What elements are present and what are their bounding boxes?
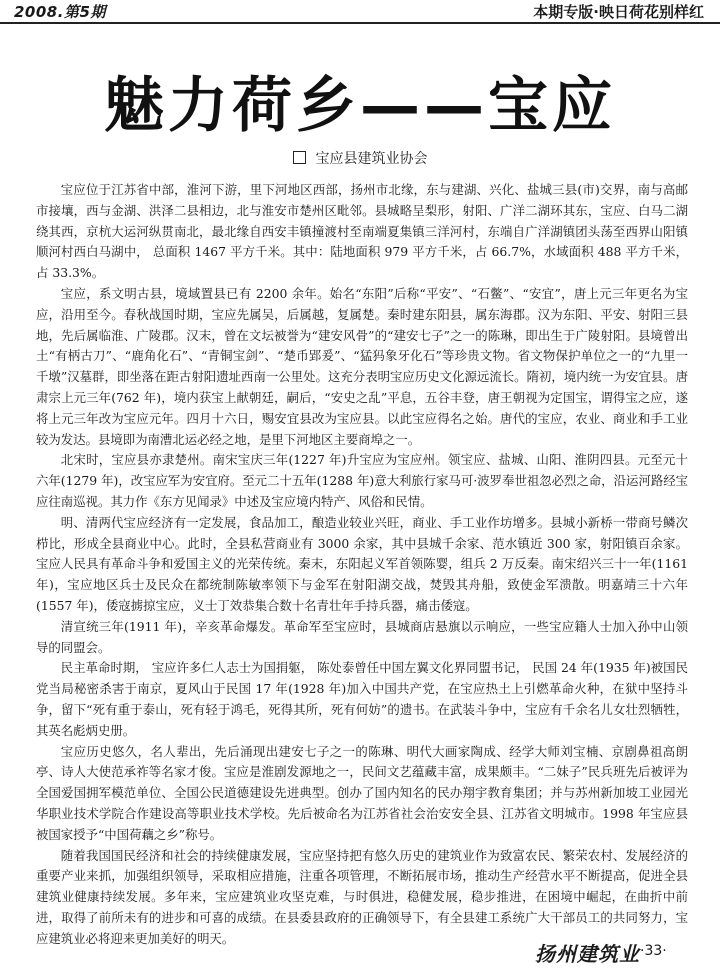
page-number: ·33· <box>640 943 667 959</box>
author-name: 宝应县建筑业协会 <box>315 151 428 167</box>
section-title: 本期专版·映日荷花别样红 <box>533 3 704 21</box>
article-body <box>36 180 688 949</box>
paragraph-6: 民主革命时期， 宝应许多仁人志士为国捐躯， 陈处泰曾任中国左翼文化界同盟书记， 民国 24 年(1935 年)被国民党当局秘密杀害于南京，夏风山于民国 17 年(1928 年)加入中国共产党，在宝应热土上引燃革命火种，在狱中坚持斗争，留下“死有重于泰山，死有轻于鸿毛，死得其所，死有何妨”的遗书。在武装斗争中，宝应有千余名儿女壮烈牺牲，其英名彪炳史册。 <box>36 660 688 738</box>
paragraph-8: 随着我国国民经济和社会的持续健康发展，宝应坚持把有悠久历史的建筑业作为致富农民、繁荣农村、发展经济的重要产业来抓，加强组织领导，采取相应措施，注重各项管理，不断拓展市场，推动生产经营水平不断提高，促进全县建筑业健康持续发展。多年来，宝应建筑业攻坚克难，与时俱进，稳健发展，稳步推进，在困境中崛起，在曲折中前进，取得了前所未有的进步和可喜的成绩。在县委县政府的正确领导下，有全县建工系统广大干部员工的共同努力，宝应建筑业必将迎来更加美好的明天。 <box>36 847 688 946</box>
paragraph-7: 宝应历史悠久，名人辈出，先后涌现出建安七子之一的陈琳、明代大画家陶成、经学大师刘宝楠、京剧鼻祖高朗亭、诗人大使范承祚等名家才俊。宝应是淮剧发源地之一，民间文艺蕴藏丰富，成果颇丰。“二妹子”民兵班先后被评为全国爱国拥军模范单位、全国公民道德建设先进典型。创办了国内知名的民办翔宇教育集团；并与苏州新加坡工业园光华职业技术学院合作建设高等职业技术学校。先后被命名为江苏省社会治安安全县、江苏省文明城市。1998 年宝应县被国家授予“中国荷藕之乡”称号。 <box>36 743 688 842</box>
page-header <box>0 0 720 24</box>
paragraph-2: 宝应，系文明古县，境域置县已有 2200 余年。始名“东阳”后称“平安”、“石鳖”、“安宜”，唐上元三年更名为宝应，沿用至今。春秋战国时期，宝应先属吴，后属越，复属楚。秦时建东阳县，属东海郡。汉为东阳、平安、射阳三县地，先后属临淮、广陵郡。汉末，曾在文坛被誉为“建安风骨”的“建安七子”之一的陈琳，即出生于广陵射阳。县境曾出土“有柄古刀”、“鹿角化石”、“青铜宝剑”、“楚币郢爰”、“猛犸象牙化石”等珍贵文物。省文物保护单位之一的“九里一千墩”汉墓群，即坐落在距古射阳遗址西南一公里处。这充分表明宝应历史文化源远流长。隋初，境内统一为安宜县。唐肃宗上元三年(762 年)，境内获宝上献朝廷，嗣后，“安史之乱”平息，五谷丰登，唐王朝视为定国宝，谓得宝之应，遂将上元三年改为宝应元年。四月十六日，赐安宜县改为宝应县。以此宝应得名之始。唐代的宝应，农业、商业和手工业较为发达。县境即为南漕北运必经之地，是里下河地区主要商埠之一。 <box>36 285 688 447</box>
paragraph-3: 北宋时，宝应县亦隶楚州。南宋宝庆三年(1227 年)升宝应为宝应州。领宝应、盐城、山阳、淮阴四县。元至元十六年(1279 年)，改宝应军为安宜府。至元二十五年(1288 年)意大利旅行家马可·波罗奉世祖忽必烈之命，沿运河路经宝应往南巡视。其力作《东方见闻录》中述及宝应境内特产、风俗和民情。 <box>36 452 688 509</box>
article-author <box>0 148 720 168</box>
square-bullet-icon <box>293 151 306 164</box>
article-title: 魅力荷乡——宝应 <box>104 71 616 141</box>
magazine-logo: 扬州建筑业 <box>535 942 640 966</box>
paragraph-4: 明、清两代宝应经济有一定发展，食品加工，酿造业较业兴旺，商业、手工业作坊增多。县城小新桥一带商号鳞次栉比，形成全县商业中心。此时，全县私营商业有 3000 余家，其中县城千余家、范水镇近 300 家，射阳镇百余家。宝应人民具有革命斗争和爱国主义的光荣传统。秦末，东阳起义军首领陈婴，组兵 2 万反秦。南宋绍兴三十一年(1161 年)，宝应地区兵士及民众在都统制陈敏率领下与金军在射阳湖交战，焚毁其舟船，致使金军溃散。明嘉靖三十六年(1557 年)，倭寇掳掠宝应，义士丁效恭集合数十名青壮年手持兵器，痛击倭寇。 <box>36 514 688 613</box>
paragraph-5: 清宣统三年(1911 年)，辛亥革命爆发。革命军至宝应时，县城商店悬旗以示响应，一些宝应籍人士加入孙中山领导的同盟会。 <box>36 618 688 655</box>
paragraph-1: 宝应位于江苏省中部，淮河下游，里下河地区西部，扬州市北缘，东与建湖、兴化、盐城三县(市)交界，南与高邮市接壤，西与金湖、洪泽二县相边，北与淮安市楚州区毗邻。县城略呈梨形，射阳、广洋二湖环其东，宝应、白马二湖绕其西，京杭大运河纵贯南北，最北缘自西安丰镇撞渡村至南端夏集镇三洋河村，东端自广洋湖镇团头荡至西界山阳镇顺河村西白马湖中， 总面积 1467 平方千米。其中：陆地面积 979 平方千米，占 66.7%，水域面积 488 平方千米，占 33.3%。 <box>36 182 688 281</box>
issue-number: 2008.第5期 <box>14 3 106 21</box>
